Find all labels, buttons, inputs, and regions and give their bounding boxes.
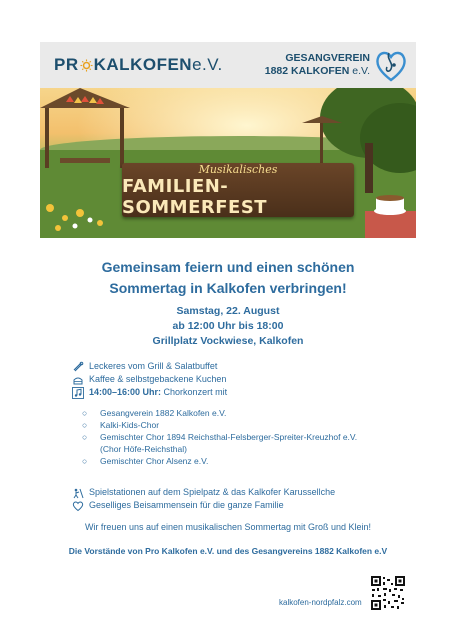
bullet-icon: ○ bbox=[82, 432, 88, 442]
logo-left-prefix: PR bbox=[54, 55, 79, 74]
cake-icon bbox=[72, 374, 84, 386]
logo-right-line1: GESANGVEREIN bbox=[285, 52, 370, 64]
feature-list bbox=[72, 360, 227, 399]
bullet-icon: ○ bbox=[82, 420, 88, 430]
pro-kalkofen-logo bbox=[54, 55, 223, 75]
event-time: ab 12:00 Uhr bis 18:00 bbox=[172, 320, 284, 332]
list-item: Leckeres vom Grill & Salatbuffet bbox=[72, 360, 227, 373]
website-link[interactable]: kalkofen-nordpfalz.com bbox=[279, 598, 362, 607]
choir-note: (Chor Höfe-Reichsthal) bbox=[100, 444, 187, 454]
gesangverein-logo-text bbox=[265, 52, 370, 78]
list-item: Kaffee & selbstgebackene Kuchen bbox=[72, 373, 227, 386]
playground-icon bbox=[72, 487, 84, 499]
logo-left-suffix: e.V. bbox=[192, 55, 223, 74]
logo-right-suffix: e.V. bbox=[352, 65, 370, 77]
headline bbox=[40, 257, 416, 299]
list-item: ○ Kalki-Kids-Chor bbox=[82, 420, 160, 430]
list-item: Spielstationen auf dem Spielpatz & das Kalkofer Karussellche bbox=[72, 486, 335, 499]
list-item: ○ Gemischter Chor Alsenz e.V. bbox=[82, 456, 209, 466]
heart-icon bbox=[72, 500, 84, 512]
list-item: 14:00–16:00 Uhr: Chorkonzert mit bbox=[72, 386, 227, 399]
gesangverein-logo bbox=[265, 47, 408, 83]
list-item: ○ Gemischter Chor 1894 Reichsthal-Felsberger-Spreiter-Kreuzhof e.V. bbox=[82, 432, 358, 442]
sun-icon bbox=[80, 59, 93, 72]
logo-left-main: KALKOFEN bbox=[93, 55, 193, 74]
bullet-icon: ○ bbox=[82, 456, 88, 466]
sign-subtitle: Musikalisches bbox=[198, 162, 278, 176]
event-date: Samstag, 22. August bbox=[176, 305, 280, 317]
festival-sign bbox=[122, 163, 354, 217]
list-item: Geselliges Beisammensein für die ganze Familie bbox=[72, 499, 335, 512]
list-item: ○ Gesangverein 1882 Kalkofen e.V. bbox=[82, 408, 227, 418]
bullet-icon: ○ bbox=[82, 408, 88, 418]
hero-image bbox=[40, 88, 416, 238]
headline-line1: Gemeinsam feiern und einen schönen bbox=[101, 259, 355, 275]
sign-title: FAMILIEN-SOMMERFEST bbox=[122, 175, 268, 218]
boards-signature: Die Vorstände von Pro Kalkofen e.V. und des Gesangvereins 1882 Kalkofen e.V bbox=[68, 546, 388, 556]
headline-line2: Sommertag in Kalkofen verbringen! bbox=[109, 280, 347, 296]
event-location: Grillplatz Vockwiese, Kalkofen bbox=[152, 335, 304, 347]
closing-text: Wir freuen uns auf einen musikalischen Sommertag mit Groß und Klein! bbox=[84, 522, 372, 532]
qr-code-icon[interactable] bbox=[370, 575, 406, 611]
extras-list bbox=[72, 486, 335, 512]
music-icon bbox=[72, 387, 84, 399]
event-info bbox=[40, 304, 416, 349]
choir-list bbox=[82, 407, 357, 467]
logo-bar bbox=[40, 42, 416, 88]
logo-right-line2: 1882 KALKOFEN bbox=[264, 65, 350, 77]
music-heart-icon bbox=[374, 47, 408, 83]
grill-icon bbox=[72, 361, 84, 373]
